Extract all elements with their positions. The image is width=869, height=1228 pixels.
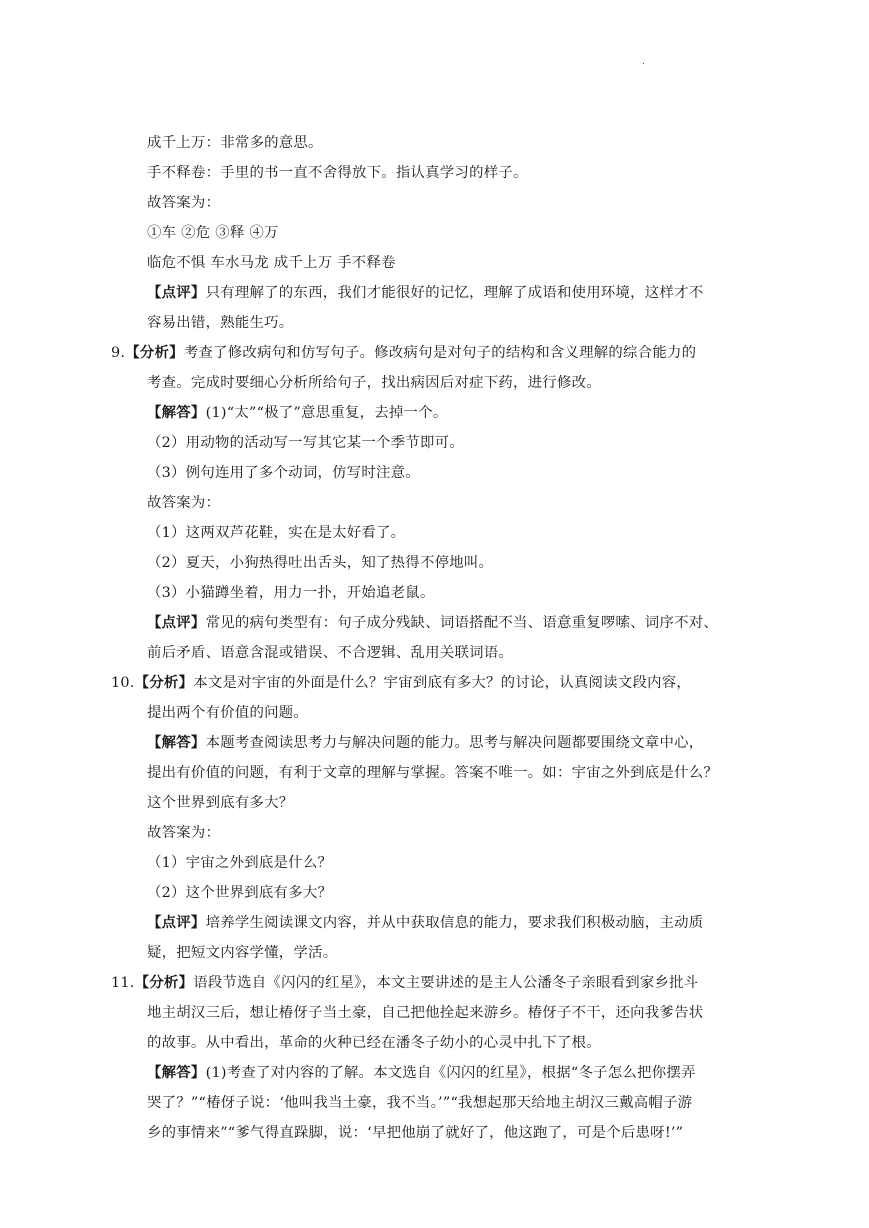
line-text: 的故事。从中看出，革命的火种已经在潘冬子幼小的心灵中扎下了根。: [147, 1035, 601, 1051]
line-text: 手不释卷：手里的书一直不舍得放下。指认真学习的样子。: [147, 165, 528, 181]
line-text: 考查。完成时要细心分析所给句子，找出病因后对症下药，进行修改。: [147, 375, 601, 391]
line-text: 故答案为：: [147, 195, 221, 211]
section-tag: 【点评】: [147, 284, 206, 301]
line-text: 疑，把短文内容学懂，学活。: [147, 945, 338, 961]
text-line: [111, 308, 741, 338]
text-line: [111, 728, 741, 758]
text-line: [111, 548, 741, 578]
text-line: [111, 398, 741, 428]
text-line: [111, 368, 741, 398]
section-tag: 【分析】: [125, 344, 184, 361]
line-text: 乡的事情来”“爹气得直跺脚，说：‘早把他崩了就好了，他这跑了，可是个后患呀!’”: [147, 1125, 684, 1141]
line-text: 这个世界到底有多大？: [147, 795, 294, 811]
text-line: [111, 638, 741, 668]
line-text: 故答案为：: [147, 825, 221, 841]
question-heading-line: [111, 338, 741, 368]
text-line: [111, 758, 741, 788]
line-text: （2）这个世界到底有多大？: [147, 885, 333, 901]
line-text: (1)考查了对内容的了解。本文选自《闪闪的红星》，根据“冬子怎么把你摆弄: [205, 1065, 696, 1081]
text-line: [111, 488, 741, 518]
line-text: 常见的病句类型有：句子成分残缺、词语搭配不当、语意重复啰嗦、词序不对、: [205, 615, 719, 631]
text-line: [111, 518, 741, 548]
text-line: [111, 578, 741, 608]
line-text: 提出有价值的问题，有利于文章的理解与掌握。答案不唯一。如：宇宙之外到底是什么？: [147, 765, 718, 781]
text-line: [111, 1028, 741, 1058]
text-line: [111, 818, 741, 848]
section-tag: 【分析】: [134, 674, 194, 691]
section-tag: 【点评】: [147, 614, 206, 631]
section-tag: 【分析】: [134, 974, 194, 991]
line-text: 容易出错，熟能生巧。: [147, 315, 294, 331]
line-text: 成千上万：非常多的意思。: [147, 135, 323, 151]
text-line: [111, 278, 741, 308]
line-text: 临危不惧 车水马龙 成千上万 手不释卷: [147, 255, 396, 271]
text-line: [111, 698, 741, 728]
text-line: [111, 998, 741, 1028]
text-line: [111, 878, 741, 908]
page-header-mark: .: [642, 57, 645, 67]
line-text: 本文是对宇宙的外面是什么？宇宙到底有多大？的讨论，认真阅读文段内容，: [193, 675, 692, 691]
section-tag: 【解答】: [147, 734, 206, 751]
answer-text-body: [111, 128, 741, 1148]
text-line: [111, 788, 741, 818]
section-tag: 【解答】: [147, 404, 206, 421]
line-text: 培养学生阅读课文内容，并从中获取信息的能力，要求我们积极动脑，主动质: [205, 915, 704, 931]
text-line: [111, 848, 741, 878]
text-line: [111, 1088, 741, 1118]
text-line: [111, 908, 741, 938]
line-text: ①车 ②危 ③释 ④万: [147, 225, 279, 241]
text-line: [111, 188, 741, 218]
text-line: [111, 1118, 741, 1148]
line-text: （3）例句连用了多个动词，仿写时注意。: [147, 465, 420, 481]
line-text: 地主胡汉三后，想让椿伢子当土豪，自己把他拴起来游乡。椿伢子不干，还向我爹告状: [147, 1005, 704, 1021]
line-text: （3）小猫蹲坐着，用力一扑，开始追老鼠。: [147, 585, 435, 601]
question-number: 11.: [111, 975, 135, 991]
question-heading-line: [111, 668, 741, 698]
question-number: 9.: [111, 345, 126, 361]
line-text: 考查了修改病句和仿写句子。修改病句是对句子的结构和含义理解的综合能力的: [183, 345, 697, 361]
line-text: 语段节选自《闪闪的红星》，本文主要讲述的是主人公潘冬子亲眼看到家乡批斗: [193, 975, 699, 991]
line-text: （2）用动物的活动写一写其它某一个季节即可。: [147, 435, 464, 451]
text-line: [111, 608, 741, 638]
line-text: （1）这两双芦花鞋，实在是太好看了。: [147, 525, 406, 541]
line-text: 前后矛盾、语意含混或错误、不合逻辑、乱用关联词语。: [147, 645, 514, 661]
question-number: 10.: [111, 675, 135, 691]
line-text: 故答案为：: [147, 495, 221, 511]
text-line: [111, 428, 741, 458]
line-text: 哭了？”“椿伢子说：‘他叫我当土豪，我不当。’”“我想起那天给地主胡汉三戴高帽子游: [147, 1095, 693, 1111]
text-line: [111, 158, 741, 188]
question-heading-line: [111, 968, 741, 998]
line-text: 只有理解了的东西，我们才能很好的记忆，理解了成语和使用环境，这样才不: [205, 285, 704, 301]
line-text: （1）宇宙之外到底是什么？: [147, 855, 333, 871]
section-tag: 【解答】: [147, 1064, 206, 1081]
line-text: (1)“太”“极了”意思重复，去掉一个。: [205, 405, 448, 421]
text-line: [111, 938, 741, 968]
text-line: [111, 248, 741, 278]
line-text: 本题考查阅读思考力与解决问题的能力。思考与解决问题都要围绕文章中心，: [205, 735, 704, 751]
line-text: （2）夏天，小狗热得吐出舌头，知了热得不停地叫。: [147, 555, 494, 571]
line-text: 提出两个有价值的问题。: [147, 705, 309, 721]
text-line: [111, 218, 741, 248]
section-tag: 【点评】: [147, 914, 206, 931]
text-line: [111, 128, 741, 158]
text-line: [111, 1058, 741, 1088]
text-line: [111, 458, 741, 488]
